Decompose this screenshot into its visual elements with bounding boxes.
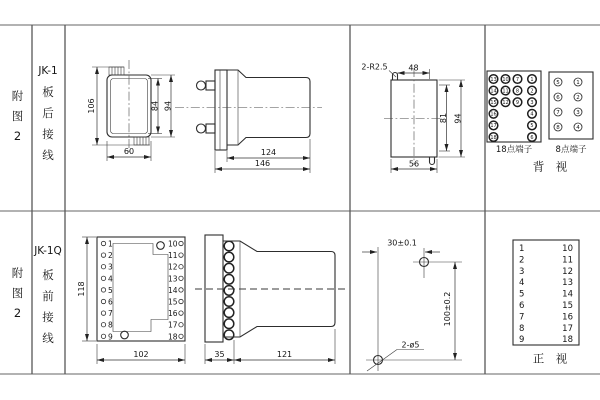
terminal-pin: [179, 241, 183, 245]
terminal-pin: [179, 311, 183, 315]
terminal-number: 2: [530, 88, 534, 95]
terminal-number: 15: [167, 297, 178, 307]
row2-front-view: [77, 237, 185, 364]
terminal-number: 11: [167, 251, 178, 261]
top-terminal-tab: [109, 67, 124, 75]
terminal-number: 11: [562, 255, 573, 266]
terminal-number: 9: [515, 100, 520, 106]
terminal-number: 18: [562, 335, 573, 346]
mounting-slot-bottom: [430, 157, 435, 165]
inner-case-profile: [113, 244, 168, 332]
terminal-bump: [224, 241, 234, 251]
terminal-number: 7: [519, 312, 525, 323]
terminal-screw-bottom: [197, 124, 216, 133]
terminal-pin: [101, 265, 105, 269]
dim-inner-81: 81: [439, 112, 448, 124]
terminal-pin: [101, 334, 105, 338]
terminal-number: 16: [167, 309, 178, 319]
dim-height-118: 118: [77, 281, 86, 297]
front-flange-plate: [205, 235, 223, 342]
terminal-number: 2: [519, 255, 525, 266]
row1-side-view: [175, 70, 322, 173]
terminal-number: 14: [167, 285, 178, 295]
terminal-number: 8: [519, 323, 525, 334]
dim-body-124: 124: [260, 148, 277, 157]
model-label-row1: JK-1: [38, 65, 58, 77]
terminal-number: 16: [562, 312, 573, 323]
terminal-number: 12: [502, 100, 509, 106]
row1-terminal-views: [487, 71, 593, 174]
right-terminal-circles: [179, 241, 183, 338]
terminal-number: 16: [490, 111, 497, 118]
terminal-number: 7: [556, 109, 560, 116]
terminal-pin: [101, 299, 105, 303]
wiring-label-char: 前: [42, 289, 54, 303]
mounting-hole-bottom: [121, 331, 129, 339]
left-terminal-numbers: [108, 240, 113, 342]
terminal-number: 13: [167, 274, 178, 284]
terminal-pin: [101, 253, 105, 257]
terminal-number: 1: [108, 239, 113, 249]
terminal-number: 1: [530, 76, 534, 83]
terminal-number: 1: [519, 244, 525, 254]
terminal-number: 17: [167, 320, 178, 330]
row2-terminal-table: [513, 240, 579, 366]
table-left-numbers: [519, 244, 524, 345]
wiring-label-char: 板: [42, 85, 54, 99]
terminal-bump: [224, 308, 234, 318]
terminal-number: 13: [562, 278, 573, 289]
rear-view-label: 背 视: [532, 159, 568, 174]
terminal-number: 3: [530, 100, 534, 106]
dim-body-121: 121: [276, 350, 293, 359]
terminal-number: 9: [108, 332, 113, 342]
terminal-pin: [101, 241, 105, 245]
terminal-pin: [179, 334, 183, 338]
terminal-pin: [179, 288, 183, 292]
terminal-number: 18: [167, 332, 178, 342]
figure-label-char: 附: [11, 266, 24, 280]
terminal-number: 18: [490, 134, 497, 141]
front-view-label: 正 视: [532, 351, 568, 366]
terminal-bump: [224, 286, 234, 296]
terminal-number: 8: [515, 88, 520, 95]
terminal-number: 17: [490, 123, 497, 130]
row1-front-view: [87, 60, 175, 161]
dimension-lines: [362, 252, 455, 371]
table-right-numbers: [562, 244, 573, 345]
dim-outer-94: 94: [163, 100, 173, 112]
terminal-number: 11: [502, 88, 509, 95]
mounting-hole-top: [157, 242, 165, 250]
terminal-18-label: 18点端子: [495, 145, 533, 155]
dim-vertical-100: 100±0.2: [443, 291, 452, 327]
figure-label-char: 2: [13, 129, 22, 143]
terminal-number: 6: [108, 297, 113, 307]
terminal-number: 9: [519, 335, 525, 346]
terminal-pin: [179, 299, 183, 303]
terminal-18-col3: [513, 75, 522, 107]
terminal-number: 10: [562, 244, 573, 254]
terminal-pin: [179, 276, 183, 280]
terminal-number: 1: [576, 79, 580, 86]
terminal-number: 12: [167, 262, 178, 272]
dim-bottom-56: 56: [408, 159, 420, 169]
hole-spec-label: 2-ø5: [401, 340, 420, 350]
terminal-number: 6: [519, 301, 525, 311]
wiring-label-char: 线: [42, 331, 54, 345]
left-terminal-circles: [101, 241, 105, 338]
terminal-8-col2: [574, 78, 582, 131]
terminal-number: 4: [519, 278, 525, 289]
terminal-18-col4: [528, 75, 537, 142]
terminal-number: 4: [576, 124, 580, 131]
terminal-number: 5: [108, 285, 113, 295]
wiring-label-row1: [42, 85, 54, 162]
terminal-pin: [101, 323, 105, 327]
figure-label-row1: [12, 89, 24, 143]
terminal-number: 5: [556, 79, 560, 86]
dim-horizontal-30: 30±0.1: [387, 238, 417, 248]
terminal-pin: [179, 253, 183, 257]
terminal-number: 14: [490, 88, 497, 95]
terminal-number: 7: [515, 76, 520, 83]
terminal-number: 5: [519, 289, 525, 300]
terminal-number: 6: [530, 134, 534, 141]
terminal-pin: [101, 276, 105, 280]
dim-inner-84: 84: [150, 100, 160, 112]
terminal-number: 2: [108, 251, 113, 261]
terminal-bump: [224, 275, 234, 285]
terminal-18-col1: [489, 75, 498, 142]
slot-radius-label: 2-R2.5: [361, 62, 388, 72]
row1-panel-cutout: [361, 63, 465, 174]
terminal-number: 7: [108, 309, 113, 319]
terminal-bump: [224, 263, 234, 273]
terminal-number: 12: [562, 266, 573, 277]
terminal-bump: [224, 297, 234, 307]
terminal-pin: [179, 265, 183, 269]
terminal-8-label: 8点端子: [555, 145, 587, 155]
terminal-number: 5: [530, 123, 534, 130]
terminal-number: 8: [556, 124, 560, 131]
figure-label-char: 2: [13, 306, 22, 320]
bottom-terminal-tab: [134, 137, 149, 145]
terminal-bumps: [224, 241, 234, 339]
dim-flange-35: 35: [214, 350, 225, 359]
right-terminal-numbers: [168, 240, 178, 342]
terminal-number: 3: [519, 266, 525, 277]
terminal-18-col2: [501, 75, 510, 107]
dim-outer-94: 94: [453, 113, 463, 124]
terminal-number: 15: [490, 100, 497, 106]
terminal-number: 3: [576, 109, 580, 116]
figure-label-char: 图: [11, 286, 24, 300]
wiring-label-char: 线: [42, 148, 54, 162]
wiring-label-char: 接: [42, 127, 54, 141]
terminal-number: 14: [562, 289, 573, 300]
figure-label-char: 图: [11, 109, 24, 123]
wiring-label-char: 板: [42, 268, 54, 282]
terminal-number: 17: [562, 323, 573, 334]
dim-width-102: 102: [133, 350, 149, 359]
dim-height-106: 106: [87, 98, 96, 114]
wiring-label-char: 接: [42, 310, 54, 324]
terminal-number: 10: [502, 76, 509, 83]
terminal-number: 10: [167, 239, 178, 249]
terminal-number: 4: [530, 111, 534, 118]
terminal-pin: [101, 311, 105, 315]
dim-top-48: 48: [408, 63, 419, 73]
terminal-number: 6: [556, 94, 560, 101]
row2-drill-template: [362, 239, 462, 372]
terminal-pin: [101, 288, 105, 292]
figure-label-row2: [12, 266, 24, 320]
terminal-bump: [224, 330, 234, 340]
terminal-bump: [224, 252, 234, 262]
terminal-number: 13: [490, 76, 497, 83]
terminal-number: 3: [108, 262, 113, 272]
row1-header: [12, 65, 58, 162]
terminal-number: 2: [576, 94, 580, 101]
terminal-bump: [224, 319, 234, 329]
terminal-pin: [179, 323, 183, 327]
wiring-label-row2: [42, 268, 54, 345]
dim-width-60: 60: [123, 147, 135, 156]
wiring-label-char: 后: [42, 106, 54, 120]
figure-label-char: 附: [11, 89, 24, 103]
terminal-number: 8: [108, 320, 113, 330]
flange-plate: [215, 70, 227, 150]
model-label-row2: JK-1Q: [34, 245, 62, 257]
dim-total-146: 146: [254, 159, 271, 168]
terminal-screw-top: [197, 81, 216, 90]
terminal-8-col1: [554, 78, 562, 131]
terminal-number: 15: [562, 301, 573, 311]
row2-side-view: [195, 235, 345, 364]
terminal-number: 4: [108, 274, 113, 284]
row2-header: [12, 245, 62, 345]
